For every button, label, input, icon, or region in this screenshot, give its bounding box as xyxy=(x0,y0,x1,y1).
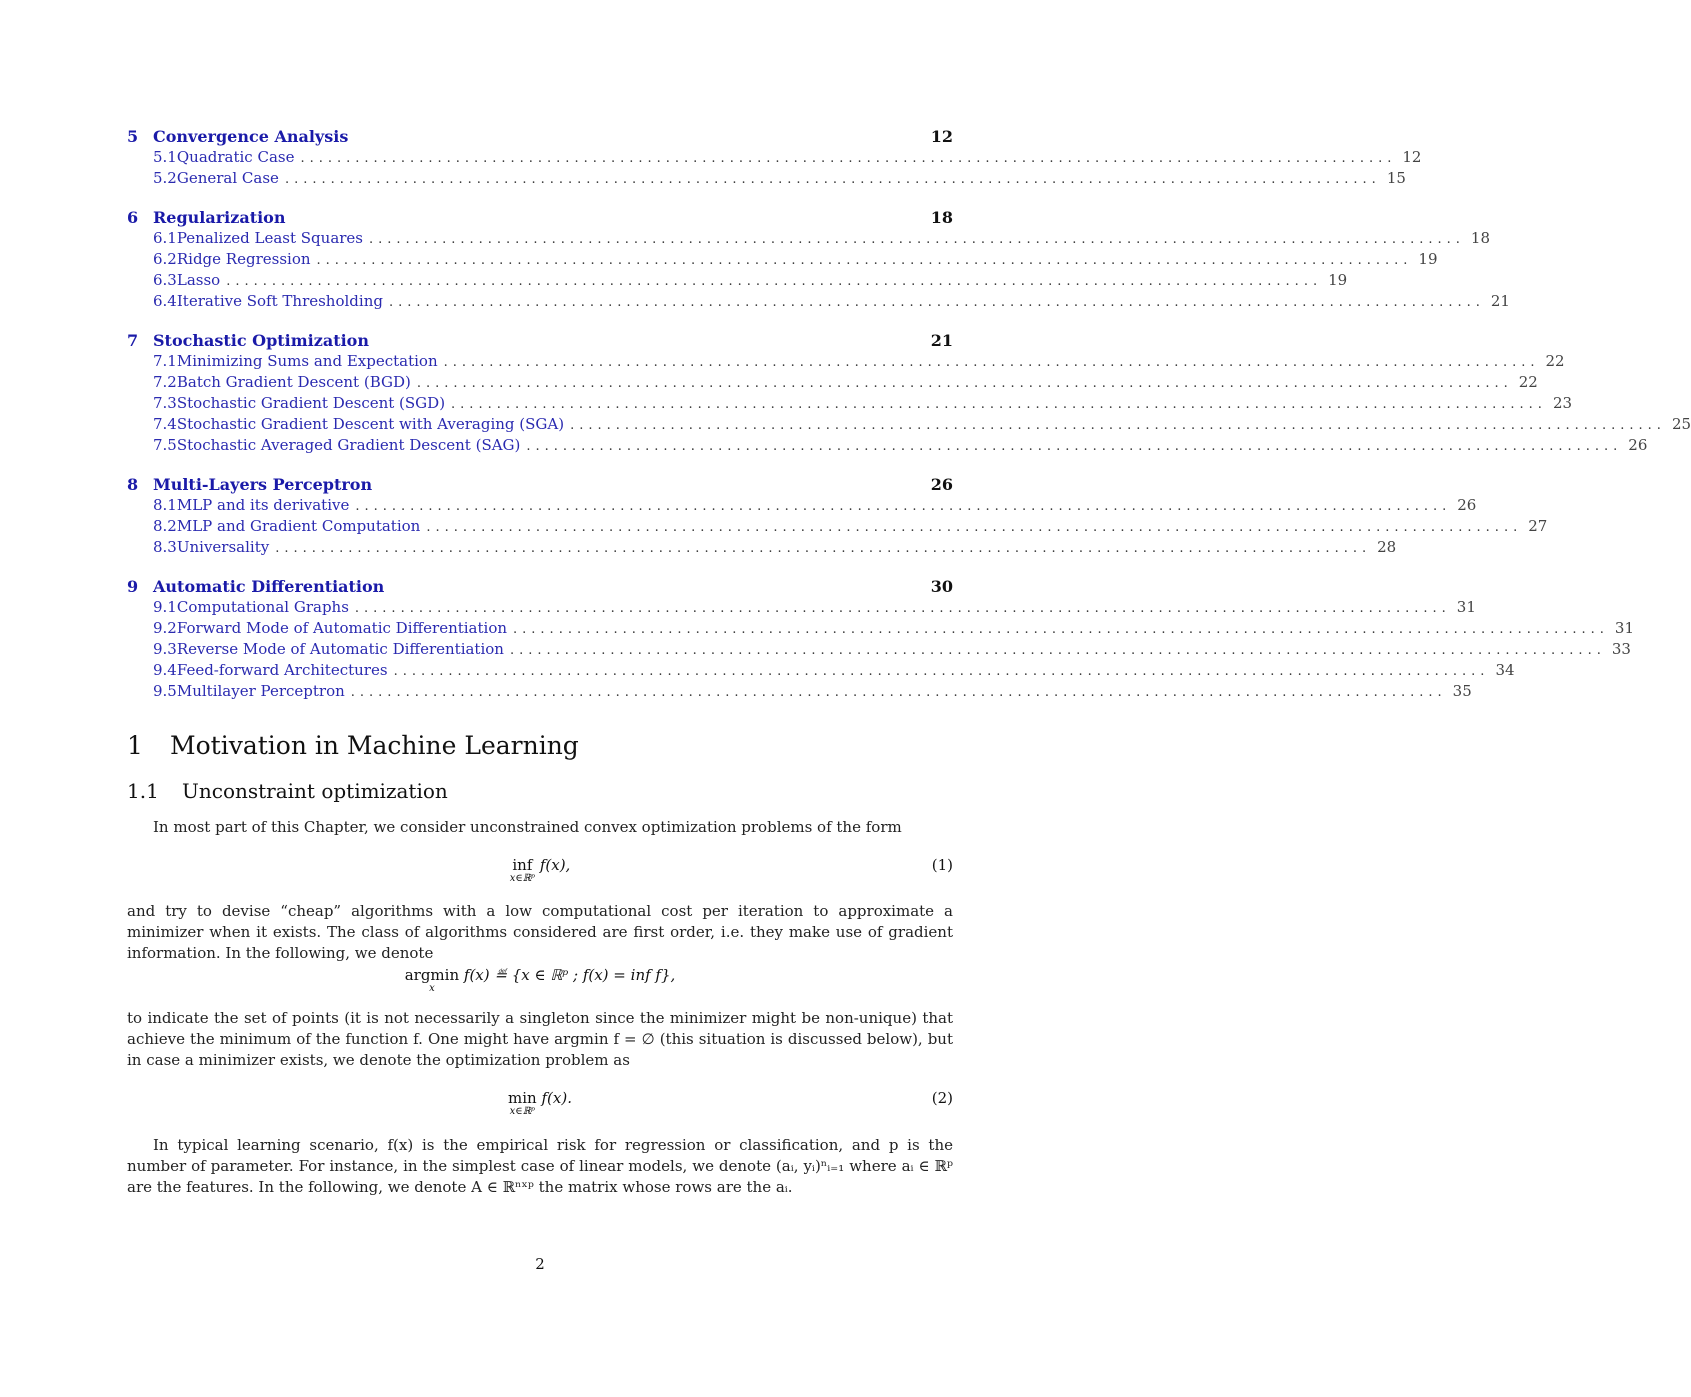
toc-subsection[interactable] xyxy=(127,394,1573,415)
toc-section[interactable] xyxy=(127,331,953,352)
page-number: 2 xyxy=(535,1255,545,1273)
toc-subsection-title[interactable]: MLP and Gradient Computation xyxy=(176,517,421,535)
paragraph-algorithms: and try to devise “cheap” algorithms with a low computational cost per iteration to approximate a minimizer when it exists. The class of algorithms considered are first order, i.e. they make use of gradient information. In the following, we denote xyxy=(127,902,953,962)
toc-subsection-page: 31 xyxy=(1456,598,1476,616)
toc-subsection-number: 6.2 xyxy=(153,250,177,268)
toc-subsection-number: 6.3 xyxy=(153,271,177,289)
subsection-title: Unconstraint optimization xyxy=(182,779,448,803)
toc-subsection-number: 6.1 xyxy=(153,229,177,247)
toc-subsection[interactable] xyxy=(127,598,1476,619)
toc-subsection-title[interactable]: Iterative Soft Thresholding xyxy=(176,292,383,310)
equation-1 xyxy=(127,856,953,892)
toc-subsection-title[interactable]: Lasso xyxy=(176,271,221,289)
toc-dot-leader: ........................................................................................................................ xyxy=(369,232,1465,247)
toc-subsection-title[interactable]: Minimizing Sums and Expectation xyxy=(176,352,438,370)
toc-subsection-title[interactable]: General Case xyxy=(176,169,279,187)
toc-section-title[interactable]: Convergence Analysis xyxy=(153,127,349,146)
toc-section-number: 6 xyxy=(127,208,139,227)
toc-subsection[interactable] xyxy=(127,292,1510,313)
subsection-heading xyxy=(127,779,448,803)
toc-dot-leader: ........................................................................................................................ xyxy=(226,274,1323,289)
toc-subsection-number: 7.1 xyxy=(153,352,177,370)
eq2-operator: min xyxy=(508,1089,537,1107)
toc-subsection-title[interactable]: Ridge Regression xyxy=(176,250,311,268)
toc-subsection[interactable] xyxy=(127,517,1548,538)
toc-subsection-page: 19 xyxy=(1328,271,1348,289)
toc-subsection-title[interactable]: Stochastic Gradient Descent (SGD) xyxy=(176,394,446,412)
eq1-label: (1) xyxy=(931,856,953,874)
toc-subsection-page: 26 xyxy=(1628,436,1648,454)
toc-subsection-page: 22 xyxy=(1518,373,1538,391)
toc-dot-leader: ........................................................................................................................ xyxy=(300,151,1397,166)
toc-dot-leader: ........................................................................................................................ xyxy=(509,643,1606,658)
paragraph-intro: In most part of this Chapter, we consider unconstrained convex optimization problems of the form xyxy=(153,818,902,836)
toc-subsection-number: 5.1 xyxy=(153,148,177,166)
eq1-subscript: x∈ℝᵖ xyxy=(509,873,536,884)
toc-subsection-page: 33 xyxy=(1611,640,1631,658)
toc-subsection-page: 25 xyxy=(1671,415,1691,433)
toc-subsection-title[interactable]: Forward Mode of Automatic Differentiation xyxy=(176,619,508,637)
toc-dot-leader: ........................................................................................................................ xyxy=(443,355,1540,370)
toc-section[interactable] xyxy=(127,577,953,598)
toc-subsection-number: 7.5 xyxy=(153,436,177,454)
toc-subsection-title[interactable]: Feed-forward Architectures xyxy=(176,661,388,679)
toc-dot-leader: ........................................................................................................................ xyxy=(354,601,1451,616)
toc-subsection-number: 8.2 xyxy=(153,517,177,535)
toc-dot-leader: ........................................................................................................................ xyxy=(350,685,1447,700)
section-number: 1 xyxy=(127,731,143,760)
toc-subsection-title[interactable]: Penalized Least Squares xyxy=(176,229,364,247)
toc-section[interactable] xyxy=(127,208,953,229)
toc-dot-leader: ........................................................................................................................ xyxy=(526,439,1623,454)
eq2-body: f(x). xyxy=(541,1089,572,1107)
toc-section-title[interactable]: Automatic Differentiation xyxy=(153,577,385,596)
toc-subsection-number: 9.1 xyxy=(153,598,177,616)
paragraph-learning: In typical learning scenario, f(x) is the empirical risk for regression or classification, and p is the number of parameter. For instance, in the simplest case of linear models, we denote (aᵢ, yᵢ)ⁿᵢ₌₁ where aᵢ ∈ ℝᵖ are the features. In the following, we denote A ∈ ℝⁿˣᵖ the matrix whose rows are the aᵢ. xyxy=(127,1136,953,1196)
toc-subsection-title[interactable]: Stochastic Gradient Descent with Averaging (SGA) xyxy=(176,415,565,433)
toc-section-number: 9 xyxy=(127,577,139,596)
toc-subsection-title[interactable]: Universality xyxy=(176,538,270,556)
toc-subsection-page: 15 xyxy=(1386,169,1406,187)
toc-subsection-number: 9.5 xyxy=(153,682,177,700)
toc-subsection-page: 31 xyxy=(1614,619,1635,637)
toc-subsection-page: 27 xyxy=(1528,517,1548,535)
toc-subsection[interactable] xyxy=(127,640,1631,661)
toc-section-number: 7 xyxy=(127,331,139,350)
toc-section[interactable] xyxy=(127,475,953,496)
toc-subsection[interactable] xyxy=(127,619,1635,640)
toc-subsection[interactable] xyxy=(127,538,1397,559)
toc-section[interactable] xyxy=(127,127,953,148)
toc-dot-leader: ........................................................................................................................ xyxy=(570,418,1666,433)
table-of-contents xyxy=(127,127,1691,703)
eq1-body: f(x), xyxy=(539,856,571,874)
eq2-subscript: x∈ℝᵖ xyxy=(509,1106,536,1117)
toc-subsection-page: 26 xyxy=(1457,496,1477,514)
toc-section-title[interactable]: Regularization xyxy=(153,208,286,227)
toc-section-title[interactable]: Stochastic Optimization xyxy=(153,331,369,350)
toc-section-page: 12 xyxy=(930,127,953,146)
toc-subsection-page: 28 xyxy=(1377,538,1397,556)
toc-subsection[interactable] xyxy=(127,271,1348,292)
toc-dot-leader: ........................................................................................................................ xyxy=(316,253,1413,268)
toc-subsection[interactable] xyxy=(127,661,1515,682)
toc-subsection-title[interactable]: Multilayer Perceptron xyxy=(176,682,345,700)
toc-section-number: 8 xyxy=(127,475,139,494)
toc-subsection-page: 34 xyxy=(1495,661,1515,679)
eq2-label: (2) xyxy=(931,1089,953,1107)
toc-subsection-number: 9.3 xyxy=(153,640,177,658)
toc-subsection-number: 5.2 xyxy=(153,169,177,187)
toc-dot-leader: ........................................................................................................................ xyxy=(393,664,1490,679)
toc-section-page: 21 xyxy=(930,331,953,350)
subsection-number: 1.1 xyxy=(127,779,159,803)
toc-subsection-number: 6.4 xyxy=(153,292,177,310)
toc-subsection-number: 9.4 xyxy=(153,661,177,679)
toc-subsection-page: 35 xyxy=(1452,682,1472,700)
paragraph-argmin: to indicate the set of points (it is not necessarily a singleton since the minimizer might be non-unique) that achieve the minimum of the function f. One might have argmin f = ∅ (this situation is discussed below), but in case a minimizer exists, we denote the optimization problem as xyxy=(127,1009,953,1069)
argmin-subscript: x xyxy=(429,983,435,994)
toc-dot-leader: ........................................................................................................................ xyxy=(513,622,1609,637)
toc-subsection[interactable] xyxy=(127,415,1691,436)
toc-subsection-number: 7.3 xyxy=(153,394,177,412)
toc-section-title[interactable]: Multi-Layers Perceptron xyxy=(153,475,373,494)
toc-section-page: 18 xyxy=(930,208,953,227)
section-title: Motivation in Machine Learning xyxy=(170,731,579,760)
toc-subsection[interactable] xyxy=(127,250,1438,271)
toc-dot-leader: ........................................................................................................................ xyxy=(416,376,1513,391)
toc-subsection[interactable] xyxy=(127,148,1422,169)
toc-dot-leader: ........................................................................................................................ xyxy=(388,295,1485,310)
toc-subsection-title[interactable]: Computational Graphs xyxy=(176,598,349,616)
toc-section-page: 26 xyxy=(930,475,953,494)
toc-subsection-number: 7.2 xyxy=(153,373,177,391)
toc-subsection[interactable] xyxy=(127,496,1477,517)
toc-dot-leader: ........................................................................................................................ xyxy=(426,520,1523,535)
toc-subsection-page: 19 xyxy=(1418,250,1438,268)
toc-subsection[interactable] xyxy=(127,682,1472,703)
equation-argmin xyxy=(127,966,953,1002)
toc-subsection[interactable] xyxy=(127,352,1565,373)
toc-subsection-title[interactable]: Reverse Mode of Automatic Differentiation xyxy=(176,640,504,658)
toc-subsection[interactable] xyxy=(127,436,1648,457)
section-heading xyxy=(127,731,579,760)
toc-section-number: 5 xyxy=(127,127,139,146)
toc-subsection[interactable] xyxy=(127,373,1538,394)
toc-subsection-page: 22 xyxy=(1545,352,1565,370)
toc-dot-leader: ........................................................................................................................ xyxy=(275,541,1372,556)
toc-subsection-title[interactable]: Quadratic Case xyxy=(176,148,295,166)
toc-subsection-page: 23 xyxy=(1552,394,1573,412)
toc-subsection-number: 7.4 xyxy=(153,415,177,433)
toc-subsection-number: 8.1 xyxy=(153,496,177,514)
toc-dot-leader: ........................................................................................................................ xyxy=(284,172,1381,187)
toc-subsection-page: 12 xyxy=(1402,148,1422,166)
toc-subsection-page: 21 xyxy=(1490,292,1510,310)
toc-subsection-number: 8.3 xyxy=(153,538,177,556)
toc-dot-leader: ........................................................................................................................ xyxy=(355,499,1452,514)
toc-subsection-number: 9.2 xyxy=(153,619,177,637)
toc-subsection-title[interactable]: Stochastic Averaged Gradient Descent (SAG) xyxy=(176,436,521,454)
argmin-operator: argmin xyxy=(404,966,460,984)
eq1-operator: inf xyxy=(512,856,533,874)
toc-subsection[interactable] xyxy=(127,169,1406,190)
toc-subsection-page: 18 xyxy=(1470,229,1490,247)
argmin-body: f(x) ≝ {x ∈ ℝᵖ ; f(x) = inf f}, xyxy=(463,966,676,984)
toc-subsection-title[interactable]: MLP and its derivative xyxy=(176,496,350,514)
toc-section-page: 30 xyxy=(930,577,953,596)
toc-subsection[interactable] xyxy=(127,229,1490,250)
toc-subsection-title[interactable]: Batch Gradient Descent (BGD) xyxy=(176,373,411,391)
toc-dot-leader: ........................................................................................................................ xyxy=(451,397,1547,412)
equation-2 xyxy=(127,1089,953,1125)
